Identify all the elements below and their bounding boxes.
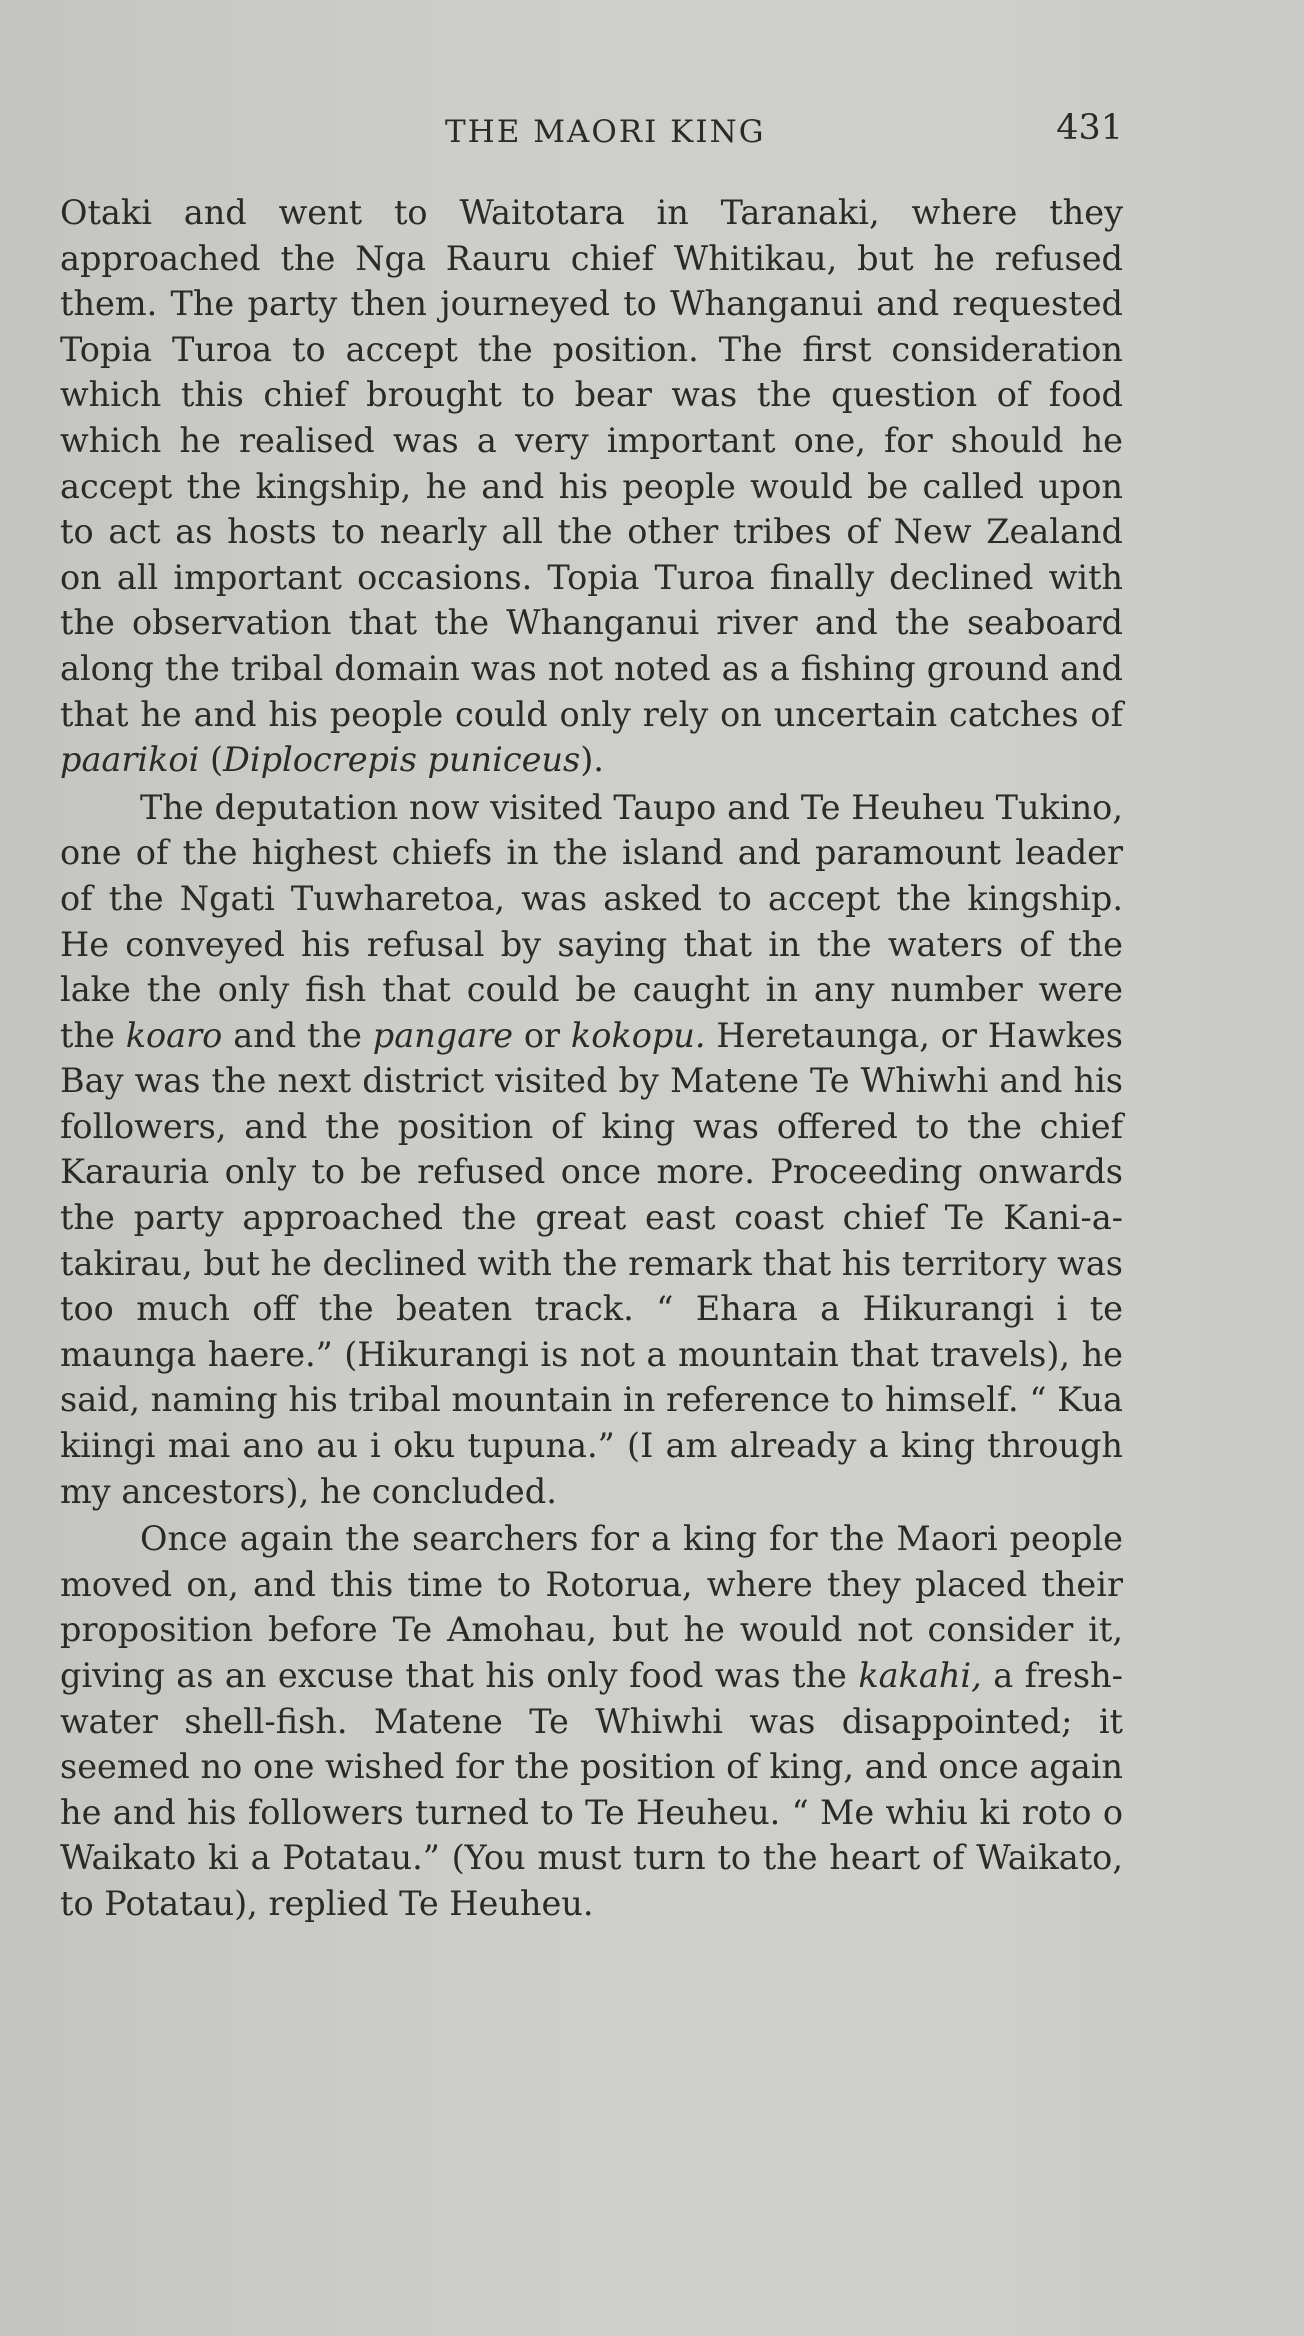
text-segment: ( bbox=[199, 740, 224, 780]
text-segment: Otaki and went to Waitotara in Taranaki, where they approached the Nga Rauru chief Whitikau, but he refused them. The party then journeyed to Whanganui and requested Topia Turoa to accept the position. The first consideration which this chief brought to bear was the question of food which he realised was a very important one, for should he accept the kingship, he and his people would be called upon to act as hosts to nearly all the other tribes of New Zealand on all important occasions. Topia Turoa finally declined with the observation that the Whanganui river and the seaboard along the tribal domain was not noted as a fishing ground and that he and his people could only rely on uncertain catches of bbox=[60, 193, 1123, 734]
italic-term-kokopu: kokopu. bbox=[570, 1015, 706, 1055]
text-segment: a fresh-water shell-fish. Matene Te Whiwhi was disappointed; it seemed no one wished for the position of king, and once again he and his followers turned to Te Heuheu. “ Me whiu ki roto o Waikato ki a Potatau.” (You must turn to the heart of Waikato, to Potatau), replied Te Heuheu. bbox=[60, 1656, 1123, 1923]
text-segment: The deputation now visited Taupo and Te Heuheu Tukino, one of the highest chiefs in the island and paramount leader of the Ngati Tuwharetoa, was asked to accept the kingship. He conveyed his refusal by saying that in the waters of the lake the only fish that could be caught in any number were the bbox=[60, 787, 1123, 1055]
italic-term-kakahi: kakahi, bbox=[858, 1656, 982, 1695]
text-segment: Once again the searchers for a king for the Maori people moved on, and this time to Rotorua, where they placed their proposition before Te Amohau, but he would not consider it, giving as an excuse that his only food was the bbox=[60, 1519, 1123, 1695]
text-segment: and the bbox=[222, 1015, 373, 1055]
italic-term-paarikoi: paarikoi bbox=[60, 740, 200, 780]
italic-term-diplocrepis: Diplocrepis puniceus bbox=[223, 740, 581, 780]
paragraph-2 bbox=[60, 785, 1123, 1515]
text-segment: Heretaunga, or Hawkes Bay was the next district visited by Matene Te Whiwhi and his followers, and the position of king was offered to the chief Karauria only to be refused once more. Proceeding onwards the party approached the great east coast chief Te Kani-a-takirau, but he declined with the remark that his territory was too much off the beaten track. “ Ehara a Hikurangi i te maunga haere.” (Hikurangi is not a mountain that travels), he said, naming his tribal mountain in reference to himself. “ Kua kiingi mai ano au i oku tupuna.” (I am already a king through my ancestors), he concluded. bbox=[60, 1015, 1123, 1511]
running-title: THE MAORI KING bbox=[445, 114, 766, 150]
italic-term-koaro: koaro bbox=[125, 1015, 223, 1055]
body-text bbox=[60, 190, 1123, 1927]
text-segment: or bbox=[513, 1015, 571, 1055]
paragraph-1 bbox=[60, 190, 1123, 783]
text-segment: ). bbox=[580, 740, 604, 780]
page-number: 431 bbox=[1056, 108, 1123, 148]
italic-term-pangare: pangare bbox=[372, 1015, 514, 1055]
paragraph-3 bbox=[60, 1516, 1123, 1926]
running-head bbox=[60, 108, 1123, 158]
